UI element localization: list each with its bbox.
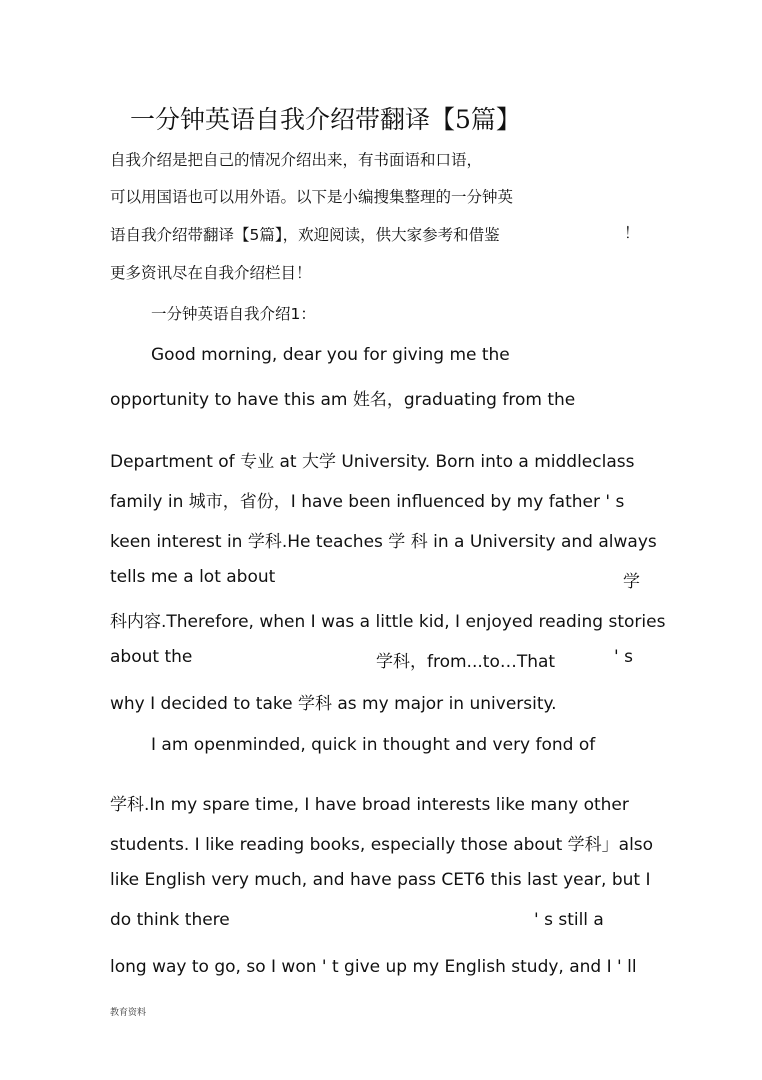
body-line-4: family in 城市，省份，I have been influenced by my father ' s [110,492,625,512]
body-line-13: like English very much, and have pass CET6 this last year, but I [110,870,651,890]
body-line-7: 科内容.Therefore, when I was a little kid, I enjoyed reading stories [110,612,666,632]
body-line-1: Good morning, dear you for giving me the [151,345,510,365]
intro-line-3-exclamation: ！ [624,224,640,242]
section-heading: 一分钟英语自我介绍1： [151,305,316,323]
body-line-10: I am openminded, quick in thought and very fond of [151,735,596,755]
body-line-8: about the [110,647,193,667]
body-line-11: 学科.In my spare time, I have broad interests like many other [110,795,629,815]
body-line-3: Department of 专业 at 大学 University. Born into a middleclass [110,452,635,472]
body-line-5: keen interest in 学科.He teaches 学 科 in a University and always [110,532,657,552]
intro-line-4: 更多资讯尽在自我介绍栏目！ [110,264,312,282]
document-title: 一分钟英语自我介绍带翻译【5篇】 [130,105,521,134]
intro-line-1: 自我介绍是把自己的情况介绍出来，有书面语和口语， [110,151,483,169]
body-line-6-trailing: 学 [623,572,640,592]
body-line-15: long way to go, so I won ' t give up my English study, and I ' ll [110,957,637,977]
body-line-9: why I decided to take 学科 as my major in university. [110,694,557,714]
body-line-2: opportunity to have this am 姓名，graduating from the [110,390,576,410]
intro-line-3: 语自我介绍带翻译【5篇】，欢迎阅读，供大家参考和借鉴 [110,226,500,244]
body-line-6: tells me a lot about [110,567,276,587]
page-footer: 教育资料 [110,1008,147,1018]
body-line-14-trailing: ' s still a [534,910,604,930]
intro-line-2: 可以用国语也可以用外语。以下是小编搜集整理的一分钟英 [110,188,514,206]
body-line-14: do think there [110,910,230,930]
body-line-8-trailing: ' s [614,647,633,667]
body-line-8-middle: 学科，from...to…That [376,652,556,672]
body-line-12: students. I like reading books, especially those about 学科」also [110,835,654,855]
